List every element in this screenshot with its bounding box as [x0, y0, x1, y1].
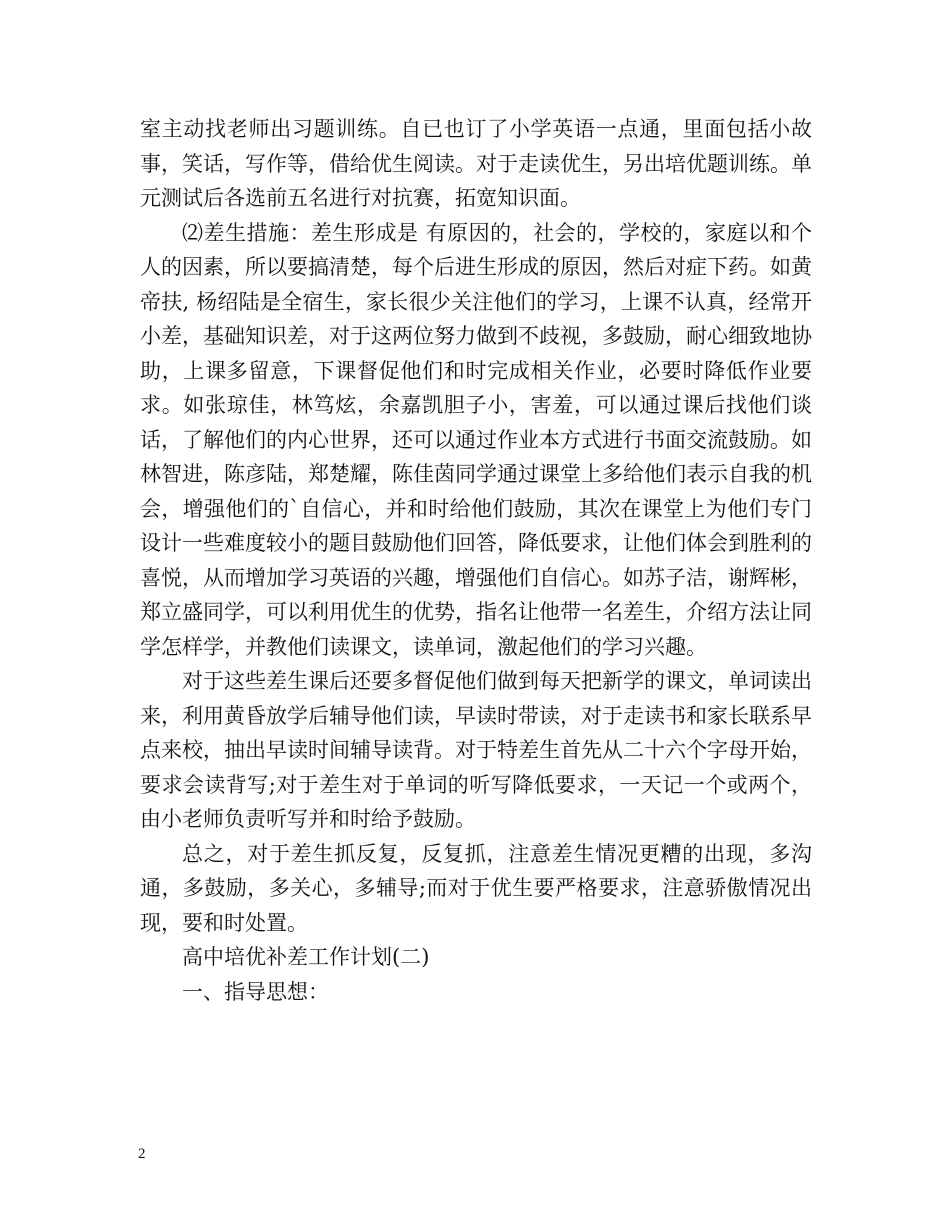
paragraph-2: ⑵差生措施：差生形成是 有原因的，社会的，学校的，家庭以和个人的因素，所以要搞清楚，每个后进生形成的原因，然后对症下药。如黄帝扶, 杨绍陆是全宿生，家长很少关注他们的学习，上课不认真，经常开小差，基础知识差，对于这两位努力做到不歧视，多鼓励，耐心细致地协助，上课多留意，下课督促他们和时完成相关作业，必要时降低作业要求。如张琼佳，林笃炫，余嘉凯胆子小，害羞，可以通过课后找他们谈话，了解他们的内心世界，还可以通过作业本方式进行书面交流鼓励。如林智进，陈彦陆，郑楚耀，陈佳茵同学通过课堂上多给他们表示自我的机会，增强他们的`自信心，并和时给他们鼓励，其次在课堂上为他们专门设计一些难度较小的题目鼓励他们回答，降低要求，让他们体会到胜利的喜悦，从而增加学习英语的兴趣，增强他们自信心。如苏子洁，谢辉彬，郑立盛同学，可以利用优生的优势，指名让他带一名差生，介绍方法让同学怎样学，并教他们读课文，读单词，激起他们的学习兴趣。 [140, 220, 812, 659]
section-heading: 一、指导思想： [182, 979, 329, 1004]
paragraph-1: 室主动找老师出习题训练。自已也订了小学英语一点通，里面包括小故事，笑话，写作等，借给优生阅读。对于走读优生，另出培优题训练。单元测试后各选前五名进行对抗赛，拓宽知识面。 [140, 117, 812, 210]
paragraph-4: 总之，对于差生抓反复，反复抓，注意差生情况更糟的出现，多沟通，多鼓励，多关心，多辅导;而对于优生要严格要求，注意骄傲情况出现，要和时处置。 [140, 841, 812, 935]
paragraph-3: 对于这些差生课后还要多督促他们做到每天把新学的课文，单词读出来，利用黄昏放学后辅导他们读，早读时带读，对于走读书和家长联系早点来校，抽出早读时间辅导读背。对于特差生首先从二十六个字母开始，要求会读背写;对于差生对于单词的听写降低要求，一天记一个或两个，由小老师负责听写并和时给予鼓励。 [140, 669, 812, 831]
section-title: 高中培优补差工作计划(二) [182, 945, 430, 969]
page-number: 2 [138, 1146, 146, 1162]
document-body [140, 112, 812, 1009]
